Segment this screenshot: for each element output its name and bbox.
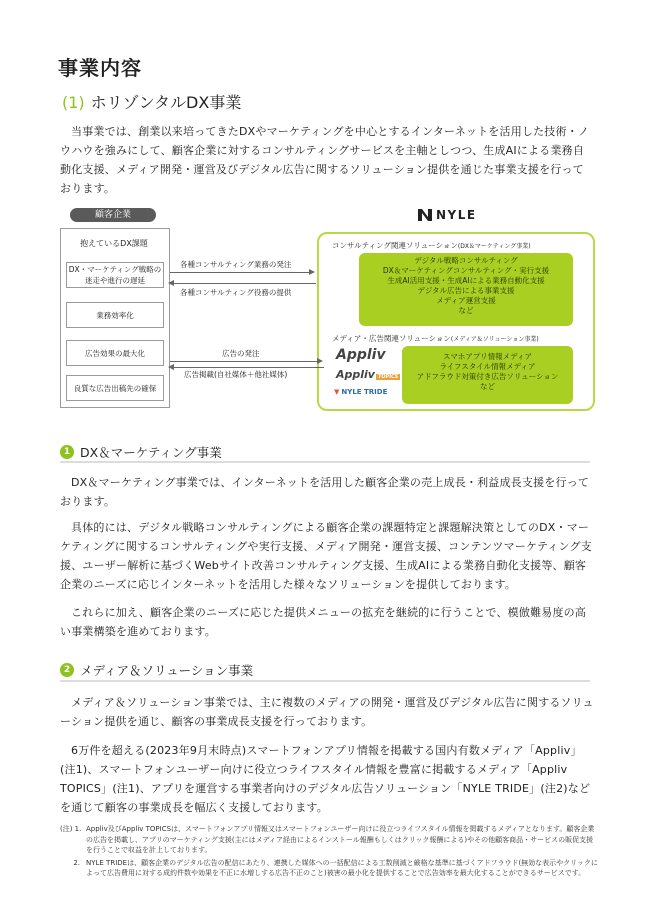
arrow-label-provide: 各種コンサルティング役務の提供 [180, 288, 292, 297]
media-item: ライフスタイル情報メディア [439, 362, 536, 371]
arrow-right-icon [317, 358, 323, 364]
media-item: など [480, 382, 495, 391]
consulting-item: 生成AI活用支援・生成AIによる業務自動化支援 [387, 276, 545, 285]
media-title-text: メディア・広告関連ソリューション [332, 334, 451, 343]
arrow-label-order: 各種コンサルティング業務の発注 [180, 260, 292, 269]
arrow-right-icon [309, 269, 315, 275]
dx-paragraph: 具体的には、デジタル戦略コンサルティングによる顧客企業の課題特定と課題解決策としてのDX・マーケティングに関するコンサルティングや実行支援、メディア開発・運営支援、コンテンツマーケティング支援、ユーザー解析に基づくWebサイト改善コンサルティング支援、生成AIによる業務自動化支援等、顧客企業のニーズに応じインターネットを活用した様々なソリューションを提供しております。 [60, 521, 592, 591]
media-heading [60, 661, 253, 679]
section-divider [60, 680, 590, 682]
media-paragraph: メディア＆ソリューション事業では、主に複数のメディアの開発・運営及びデジタル広告に関するソリューション提供を通じ、顧客の事業成長支援を行っております。 [60, 696, 594, 728]
section-title-text: ホリゾンタルDX事業 [90, 93, 242, 112]
consulting-item: メディア運営支援 [436, 296, 496, 305]
media-number-badge: 2 [60, 663, 74, 677]
dx-paragraph: DX＆マーケティング事業では、インターネットを活用した顧客企業の売上成長・利益成長支援を行っております。 [60, 476, 590, 508]
consulting-title [332, 240, 531, 251]
footnote-mark: 2. [73, 858, 80, 867]
dx-heading [60, 443, 222, 461]
arrow-label-ad-post: 広告掲載(自社媒体＋他社媒体) [184, 370, 288, 379]
footnote-mark: (注) 1. [60, 825, 82, 833]
media-item: アドフラウド対策付き広告ソリューション [416, 372, 559, 381]
arrow-line [173, 283, 316, 284]
nyle-logo [418, 208, 477, 222]
media-item: スマホアプリ情報メディア [443, 352, 532, 361]
arrow-label-ad-order: 広告の発注 [222, 349, 260, 358]
footnote-text: NYLE TRIDEは、顧客企業のデジタル広告の配信にあたり、連携した媒体への一括配信による工数削減と厳格な基準に基づくアドフラウド(無効な表示やクリックによって広告費用に対する成約件数や効果を不正に水増しする広告不正のこと)被害の最小化を提供することで広告効率を最大化することができるサービスです。 [86, 858, 598, 877]
appliv-topics-text: Appliv [336, 368, 375, 381]
section-number: (1) [62, 93, 85, 112]
dx-paragraph: これらに加え、顧客企業のニーズに応じた提供メニューの拡充を継続的に行うことで、模倣難易度の高い事業構築を進めております。 [60, 606, 587, 638]
consulting-item: など [458, 306, 474, 315]
arrow-line [170, 361, 318, 362]
footnote [60, 824, 600, 856]
media-paragraph: 6万件を超える(2023年9月末時点)スマートフォンアプリ情報を掲載する国内有数メディア「Appliv」(注1)、スマートフォンユーザー向けに役立つライフスタイル情報を豊富に掲載するメディア「Appliv TOPICS」(注1)、アプリを運営する事業者向けのデジタル広告ソリューション「NYLE TRIDE」(注2)などを通じて顧客の事業成長を幅広く支援しております。 [60, 744, 591, 814]
tride-mark-icon: ▼ [334, 388, 340, 396]
consulting-item: デジタル戦略コンサルティング [414, 256, 518, 265]
consulting-item: デジタル広告による事業支援 [417, 286, 515, 295]
nyle-brand-text: NYLE [436, 208, 477, 222]
arrow-line [170, 272, 310, 273]
page-title: 事業内容 [58, 56, 142, 80]
issue-item: 業務効率化 [66, 302, 164, 328]
nyle-mark-icon [418, 209, 432, 221]
issue-item: DX・マーケティング戦略の迷走や進行の遅延 [66, 262, 164, 288]
appliv-topics-logo [336, 368, 400, 381]
section-title [62, 90, 241, 113]
client-label: 顧客企業 [70, 208, 156, 222]
dx-title: DX＆マーケティング事業 [80, 445, 222, 460]
issue-item: 広告効果の最大化 [66, 340, 164, 366]
dx-number-badge: 1 [60, 445, 74, 459]
section-divider [60, 461, 590, 463]
arrow-line [173, 367, 324, 368]
nyle-tride-logo [334, 388, 387, 396]
media-title-heading: メディア＆ソリューション事業 [80, 663, 254, 678]
consulting-note: (DX＆マーケティング事業) [457, 243, 531, 250]
intro-paragraph [60, 122, 594, 198]
consulting-title-text: コンサルティング関連ソリューション [332, 241, 458, 250]
footnotes [60, 824, 600, 879]
media-items-box [402, 346, 573, 404]
client-issues-title: 抱えているDX課題 [80, 239, 148, 248]
footnote [60, 858, 600, 879]
consulting-item: DX＆マーケティングコンサルティング・実行支援 [382, 266, 550, 275]
footnote-text: Appliv及びAppliv TOPICSは、スマートフォンアプリ情報又はスマートフォンユーザー向けに役立つライフスタイル情報を掲載するメディアとなります。顧客企業の広告を掲載し、アプリのマーケティング支援(主にはメディア経由によるインストール報酬もしくはクリック報酬による)やその他顧客商品・サービスの販促支援を行うことで収益を計上しております。 [86, 825, 595, 854]
media-title [332, 333, 539, 344]
issue-item: 良質な広告出稿先の確保 [66, 375, 164, 401]
topics-tag: TOPICS [377, 374, 399, 380]
intro-text: 当事業では、創業以来培ってきたDXやマーケティングを中心とするインターネットを活用した技術・ノウハウを強みにして、顧客企業に対するコンサルティングサービスを主軸としつつ、生成AIによる業務自動化支援、メディア開発・運営及びデジタル広告に関するソリューション提供を通じた事業支援を行っております。 [60, 125, 590, 195]
nyle-tride-text: NYLE TRIDE [341, 388, 388, 396]
media-note: (メディア＆ソリューション事業) [450, 336, 539, 343]
appliv-logo: Appliv [336, 347, 386, 363]
consulting-items-box [359, 253, 573, 326]
